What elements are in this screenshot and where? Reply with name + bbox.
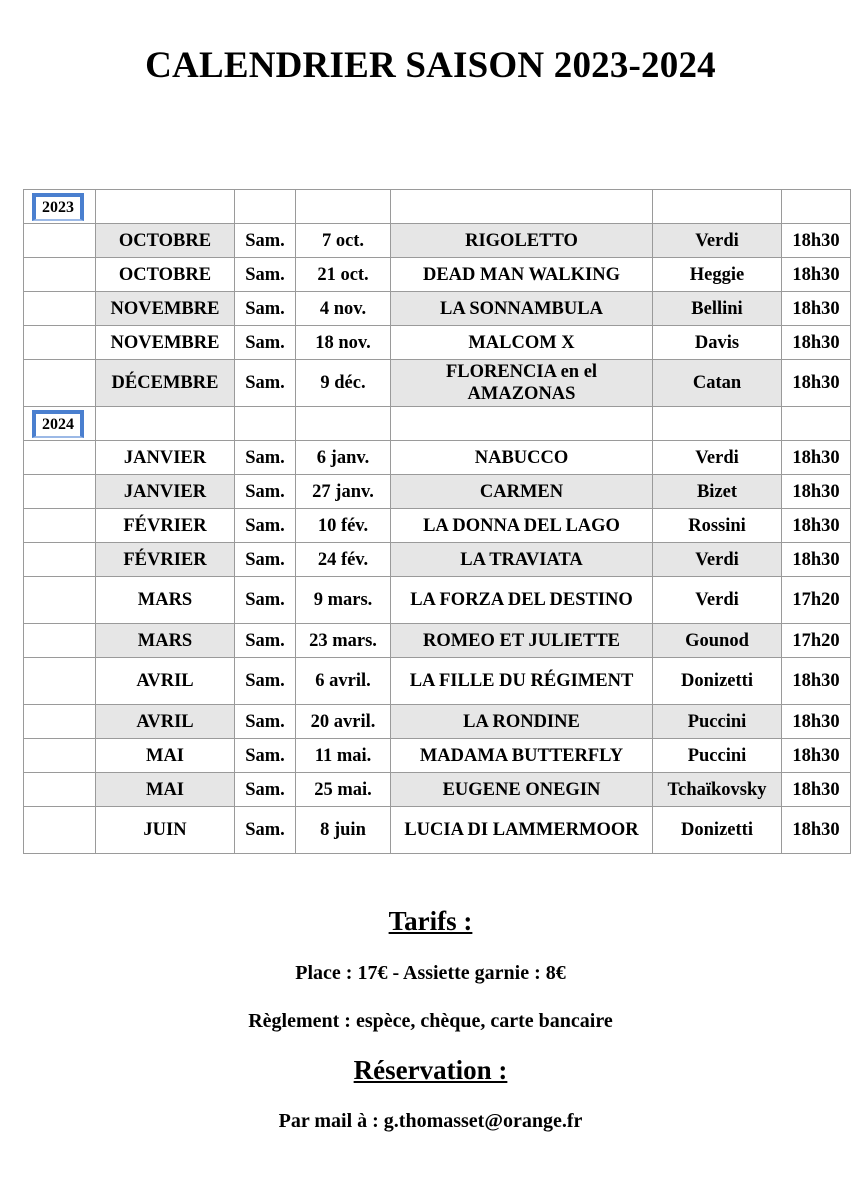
opera-title-cell: NABUCCO	[391, 441, 653, 475]
composer-cell: Rossini	[653, 509, 782, 543]
empty-cell	[782, 407, 851, 441]
empty-cell	[24, 543, 96, 577]
time-cell: 18h30	[782, 224, 851, 258]
month-cell: JANVIER	[96, 475, 235, 509]
price-line: Place : 17€ - Assiette garnie : 8€	[295, 962, 566, 984]
performance-row	[24, 360, 851, 407]
day-cell: Sam.	[235, 577, 296, 624]
empty-cell	[235, 407, 296, 441]
month-cell: FÉVRIER	[96, 509, 235, 543]
empty-cell	[24, 658, 96, 705]
date-cell: 20 avril.	[296, 705, 391, 739]
month-cell: NOVEMBRE	[96, 326, 235, 360]
empty-cell	[296, 190, 391, 224]
day-cell: Sam.	[235, 224, 296, 258]
composer-cell: Heggie	[653, 258, 782, 292]
month-cell: FÉVRIER	[96, 543, 235, 577]
time-cell: 18h30	[782, 326, 851, 360]
day-cell: Sam.	[235, 509, 296, 543]
performance-row	[24, 773, 851, 807]
empty-cell	[24, 360, 96, 407]
month-cell: AVRIL	[96, 705, 235, 739]
empty-cell	[24, 326, 96, 360]
empty-cell	[96, 190, 235, 224]
tarifs-heading: Tarifs :	[388, 906, 473, 936]
composer-cell: Davis	[653, 326, 782, 360]
opera-title-cell: FLORENCIA en el AMAZONAS	[391, 360, 653, 407]
composer-cell: Donizetti	[653, 658, 782, 705]
empty-cell	[24, 624, 96, 658]
empty-cell	[653, 407, 782, 441]
composer-cell: Tchaïkovsky	[653, 773, 782, 807]
month-cell: MARS	[96, 577, 235, 624]
day-cell: Sam.	[235, 739, 296, 773]
composer-cell: Verdi	[653, 224, 782, 258]
month-cell: MAI	[96, 773, 235, 807]
year-cell	[24, 407, 96, 441]
composer-cell: Puccini	[653, 705, 782, 739]
year-label: 2023	[32, 193, 84, 221]
year-header-row	[24, 190, 851, 224]
date-cell: 11 mai.	[296, 739, 391, 773]
date-cell: 23 mars.	[296, 624, 391, 658]
time-cell: 17h20	[782, 624, 851, 658]
date-cell: 25 mai.	[296, 773, 391, 807]
performance-row	[24, 224, 851, 258]
day-cell: Sam.	[235, 624, 296, 658]
performance-row	[24, 624, 851, 658]
empty-cell	[24, 292, 96, 326]
date-cell: 27 janv.	[296, 475, 391, 509]
performance-row	[24, 807, 851, 854]
year-header-row	[24, 407, 851, 441]
empty-cell	[24, 739, 96, 773]
month-cell: JANVIER	[96, 441, 235, 475]
empty-cell	[653, 190, 782, 224]
empty-cell	[296, 407, 391, 441]
opera-title-cell: LUCIA DI LAMMERMOOR	[391, 807, 653, 854]
opera-title-cell: LA RONDINE	[391, 705, 653, 739]
empty-cell	[24, 475, 96, 509]
contact-line: Par mail à : g.thomasset@orange.fr	[278, 1110, 583, 1132]
performance-row	[24, 292, 851, 326]
performance-row	[24, 509, 851, 543]
empty-cell	[24, 441, 96, 475]
year-label: 2024	[32, 410, 84, 438]
month-cell: DÉCEMBRE	[96, 360, 235, 407]
composer-cell: Donizetti	[653, 807, 782, 854]
opera-title-cell: DEAD MAN WALKING	[391, 258, 653, 292]
time-cell: 18h30	[782, 739, 851, 773]
day-cell: Sam.	[235, 658, 296, 705]
date-cell: 18 nov.	[296, 326, 391, 360]
opera-title-cell: EUGENE ONEGIN	[391, 773, 653, 807]
time-cell: 18h30	[782, 441, 851, 475]
day-cell: Sam.	[235, 705, 296, 739]
time-cell: 18h30	[782, 807, 851, 854]
composer-cell: Bellini	[653, 292, 782, 326]
composer-cell: Verdi	[653, 543, 782, 577]
opera-title-cell: LA FORZA DEL DESTINO	[391, 577, 653, 624]
date-cell: 8 juin	[296, 807, 391, 854]
opera-title-cell: RIGOLETTO	[391, 224, 653, 258]
opera-title-cell: LA DONNA DEL LAGO	[391, 509, 653, 543]
composer-cell: Verdi	[653, 577, 782, 624]
time-cell: 18h30	[782, 258, 851, 292]
date-cell: 7 oct.	[296, 224, 391, 258]
empty-cell	[24, 224, 96, 258]
season-calendar-table	[23, 189, 851, 854]
payment-line: Règlement : espèce, chèque, carte bancaire	[248, 1010, 613, 1032]
empty-cell	[391, 190, 653, 224]
performance-row	[24, 739, 851, 773]
reservation-heading: Réservation :	[353, 1055, 508, 1085]
time-cell: 18h30	[782, 360, 851, 407]
performance-row	[24, 475, 851, 509]
composer-cell: Bizet	[653, 475, 782, 509]
day-cell: Sam.	[235, 475, 296, 509]
date-cell: 6 janv.	[296, 441, 391, 475]
time-cell: 18h30	[782, 773, 851, 807]
month-cell: MARS	[96, 624, 235, 658]
calendar-body	[24, 190, 851, 854]
opera-title-cell: LA SONNAMBULA	[391, 292, 653, 326]
month-cell: AVRIL	[96, 658, 235, 705]
composer-cell: Puccini	[653, 739, 782, 773]
day-cell: Sam.	[235, 807, 296, 854]
date-cell: 9 déc.	[296, 360, 391, 407]
composer-cell: Gounod	[653, 624, 782, 658]
time-cell: 18h30	[782, 292, 851, 326]
day-cell: Sam.	[235, 773, 296, 807]
month-cell: OCTOBRE	[96, 224, 235, 258]
date-cell: 10 fév.	[296, 509, 391, 543]
empty-cell	[391, 407, 653, 441]
opera-title-cell: CARMEN	[391, 475, 653, 509]
time-cell: 18h30	[782, 509, 851, 543]
empty-cell	[782, 190, 851, 224]
day-cell: Sam.	[235, 326, 296, 360]
performance-row	[24, 543, 851, 577]
empty-cell	[24, 807, 96, 854]
day-cell: Sam.	[235, 292, 296, 326]
time-cell: 17h20	[782, 577, 851, 624]
date-cell: 6 avril.	[296, 658, 391, 705]
opera-title-cell: LA FILLE DU RÉGIMENT	[391, 658, 653, 705]
month-cell: NOVEMBRE	[96, 292, 235, 326]
performance-row	[24, 326, 851, 360]
month-cell: JUIN	[96, 807, 235, 854]
performance-row	[24, 577, 851, 624]
date-cell: 21 oct.	[296, 258, 391, 292]
empty-cell	[24, 258, 96, 292]
composer-cell: Catan	[653, 360, 782, 407]
date-cell: 9 mars.	[296, 577, 391, 624]
opera-title-cell: MALCOM X	[391, 326, 653, 360]
month-cell: MAI	[96, 739, 235, 773]
opera-title-cell: MADAMA BUTTERFLY	[391, 739, 653, 773]
day-cell: Sam.	[235, 360, 296, 407]
performance-row	[24, 258, 851, 292]
page-title: CALENDRIER SAISON 2023-2024	[145, 45, 716, 86]
time-cell: 18h30	[782, 543, 851, 577]
performance-row	[24, 441, 851, 475]
empty-cell	[24, 705, 96, 739]
empty-cell	[235, 190, 296, 224]
day-cell: Sam.	[235, 543, 296, 577]
empty-cell	[24, 773, 96, 807]
day-cell: Sam.	[235, 441, 296, 475]
time-cell: 18h30	[782, 705, 851, 739]
empty-cell	[96, 407, 235, 441]
opera-title-cell: LA TRAVIATA	[391, 543, 653, 577]
empty-cell	[24, 509, 96, 543]
composer-cell: Verdi	[653, 441, 782, 475]
performance-row	[24, 705, 851, 739]
empty-cell	[24, 577, 96, 624]
time-cell: 18h30	[782, 658, 851, 705]
day-cell: Sam.	[235, 258, 296, 292]
performance-row	[24, 658, 851, 705]
date-cell: 24 fév.	[296, 543, 391, 577]
time-cell: 18h30	[782, 475, 851, 509]
opera-title-cell: ROMEO ET JULIETTE	[391, 624, 653, 658]
month-cell: OCTOBRE	[96, 258, 235, 292]
date-cell: 4 nov.	[296, 292, 391, 326]
year-cell	[24, 190, 96, 224]
